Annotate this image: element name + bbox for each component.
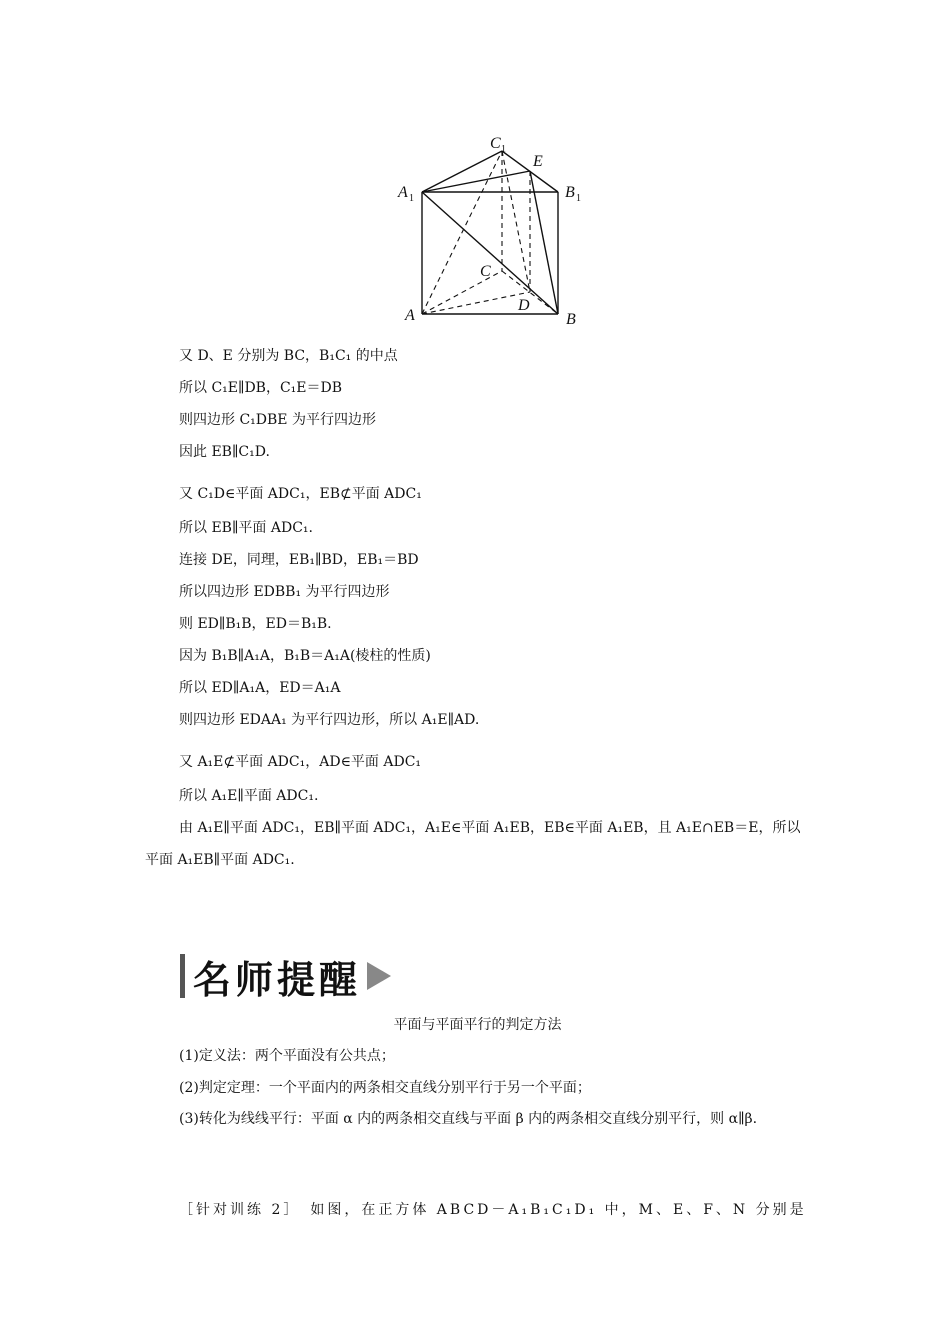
- proof-line: 又 C₁D∈平面 ADC₁，EB⊄平面 ADC₁: [179, 486, 422, 502]
- label-B1-sub: 1: [576, 193, 581, 204]
- proof-line: 所以四边形 EDBB₁ 为平行四边形: [179, 584, 390, 600]
- proof-conclusion: 由 A₁E∥平面 ADC₁，EB∥平面 ADC₁，A₁E∈平面 A₁EB，EB∈平面 A₁EB，且 A₁E∩EB＝E，所以平面 A₁EB∥平面 ADC₁.: [145, 820, 801, 868]
- prism-figure: [380, 128, 600, 333]
- exercise-prompt: ［针对训练 2］ 如图，在正方体 ABCD－A₁B₁C₁D₁ 中，M、E、F、N 分别是: [179, 1202, 807, 1218]
- label-A1-sub: 1: [409, 193, 414, 204]
- play-triangle-icon: [367, 962, 391, 990]
- proof-line: 又 A₁E⊄平面 ADC₁，AD∈平面 ADC₁: [179, 754, 422, 770]
- label-C: C: [480, 263, 491, 280]
- proof-line: 则 ED∥B₁B，ED＝B₁B.: [179, 616, 332, 632]
- tip-item: (3)转化为线线平行：平面 α 内的两条相交直线与平面 β 内的两条相交直线分别平行，则 α∥β.: [179, 1111, 758, 1127]
- label-A1: A: [398, 184, 408, 201]
- proof-line: 所以 C₁E∥DB，C₁E＝DB: [179, 380, 343, 396]
- edge-AC1: [422, 151, 502, 314]
- proof-line: 所以 EB∥平面 ADC₁.: [179, 520, 313, 536]
- label-C1: C: [490, 135, 501, 152]
- proof-line: 连接 DE，同理，EB₁∥BD，EB₁＝BD: [179, 552, 419, 568]
- label-B: B: [566, 311, 576, 328]
- tip-item: (1)定义法：两个平面没有公共点；: [179, 1048, 395, 1064]
- label-B1: B: [565, 184, 575, 201]
- proof-line: 所以 A₁E∥平面 ADC₁.: [179, 788, 319, 804]
- tip-item: (2)判定定理：一个平面内的两条相交直线分别平行于另一个平面；: [179, 1080, 591, 1096]
- tip-title: 平面与平面平行的判定方法: [393, 1017, 562, 1033]
- heading-text: 名师提醒: [193, 957, 362, 1002]
- proof-line: 则四边形 C₁DBE 为平行四边形: [179, 412, 376, 428]
- edge-A1E: [422, 171, 530, 192]
- proof-line: 因为 B₁B∥A₁A，B₁B＝A₁A(棱柱的性质): [179, 648, 431, 664]
- label-E: E: [533, 153, 543, 170]
- tip-heading: [180, 950, 391, 1002]
- heading-bar: [180, 954, 185, 998]
- proof-line: 因此 EB∥C₁D.: [179, 444, 270, 460]
- prism-diagram: [380, 128, 600, 333]
- proof-line: 又 D、E 分别为 BC，B₁C₁ 的中点: [179, 348, 398, 364]
- proof-line: 则四边形 EDAA₁ 为平行四边形，所以 A₁E∥AD.: [179, 712, 480, 728]
- edge-AD: [422, 292, 530, 314]
- proof-line: 所以 ED∥A₁A，ED＝A₁A: [179, 680, 341, 696]
- label-A: A: [405, 307, 415, 324]
- label-C1-sub: 1: [501, 144, 506, 155]
- edge-A1C1: [422, 151, 502, 192]
- label-D: D: [518, 297, 530, 314]
